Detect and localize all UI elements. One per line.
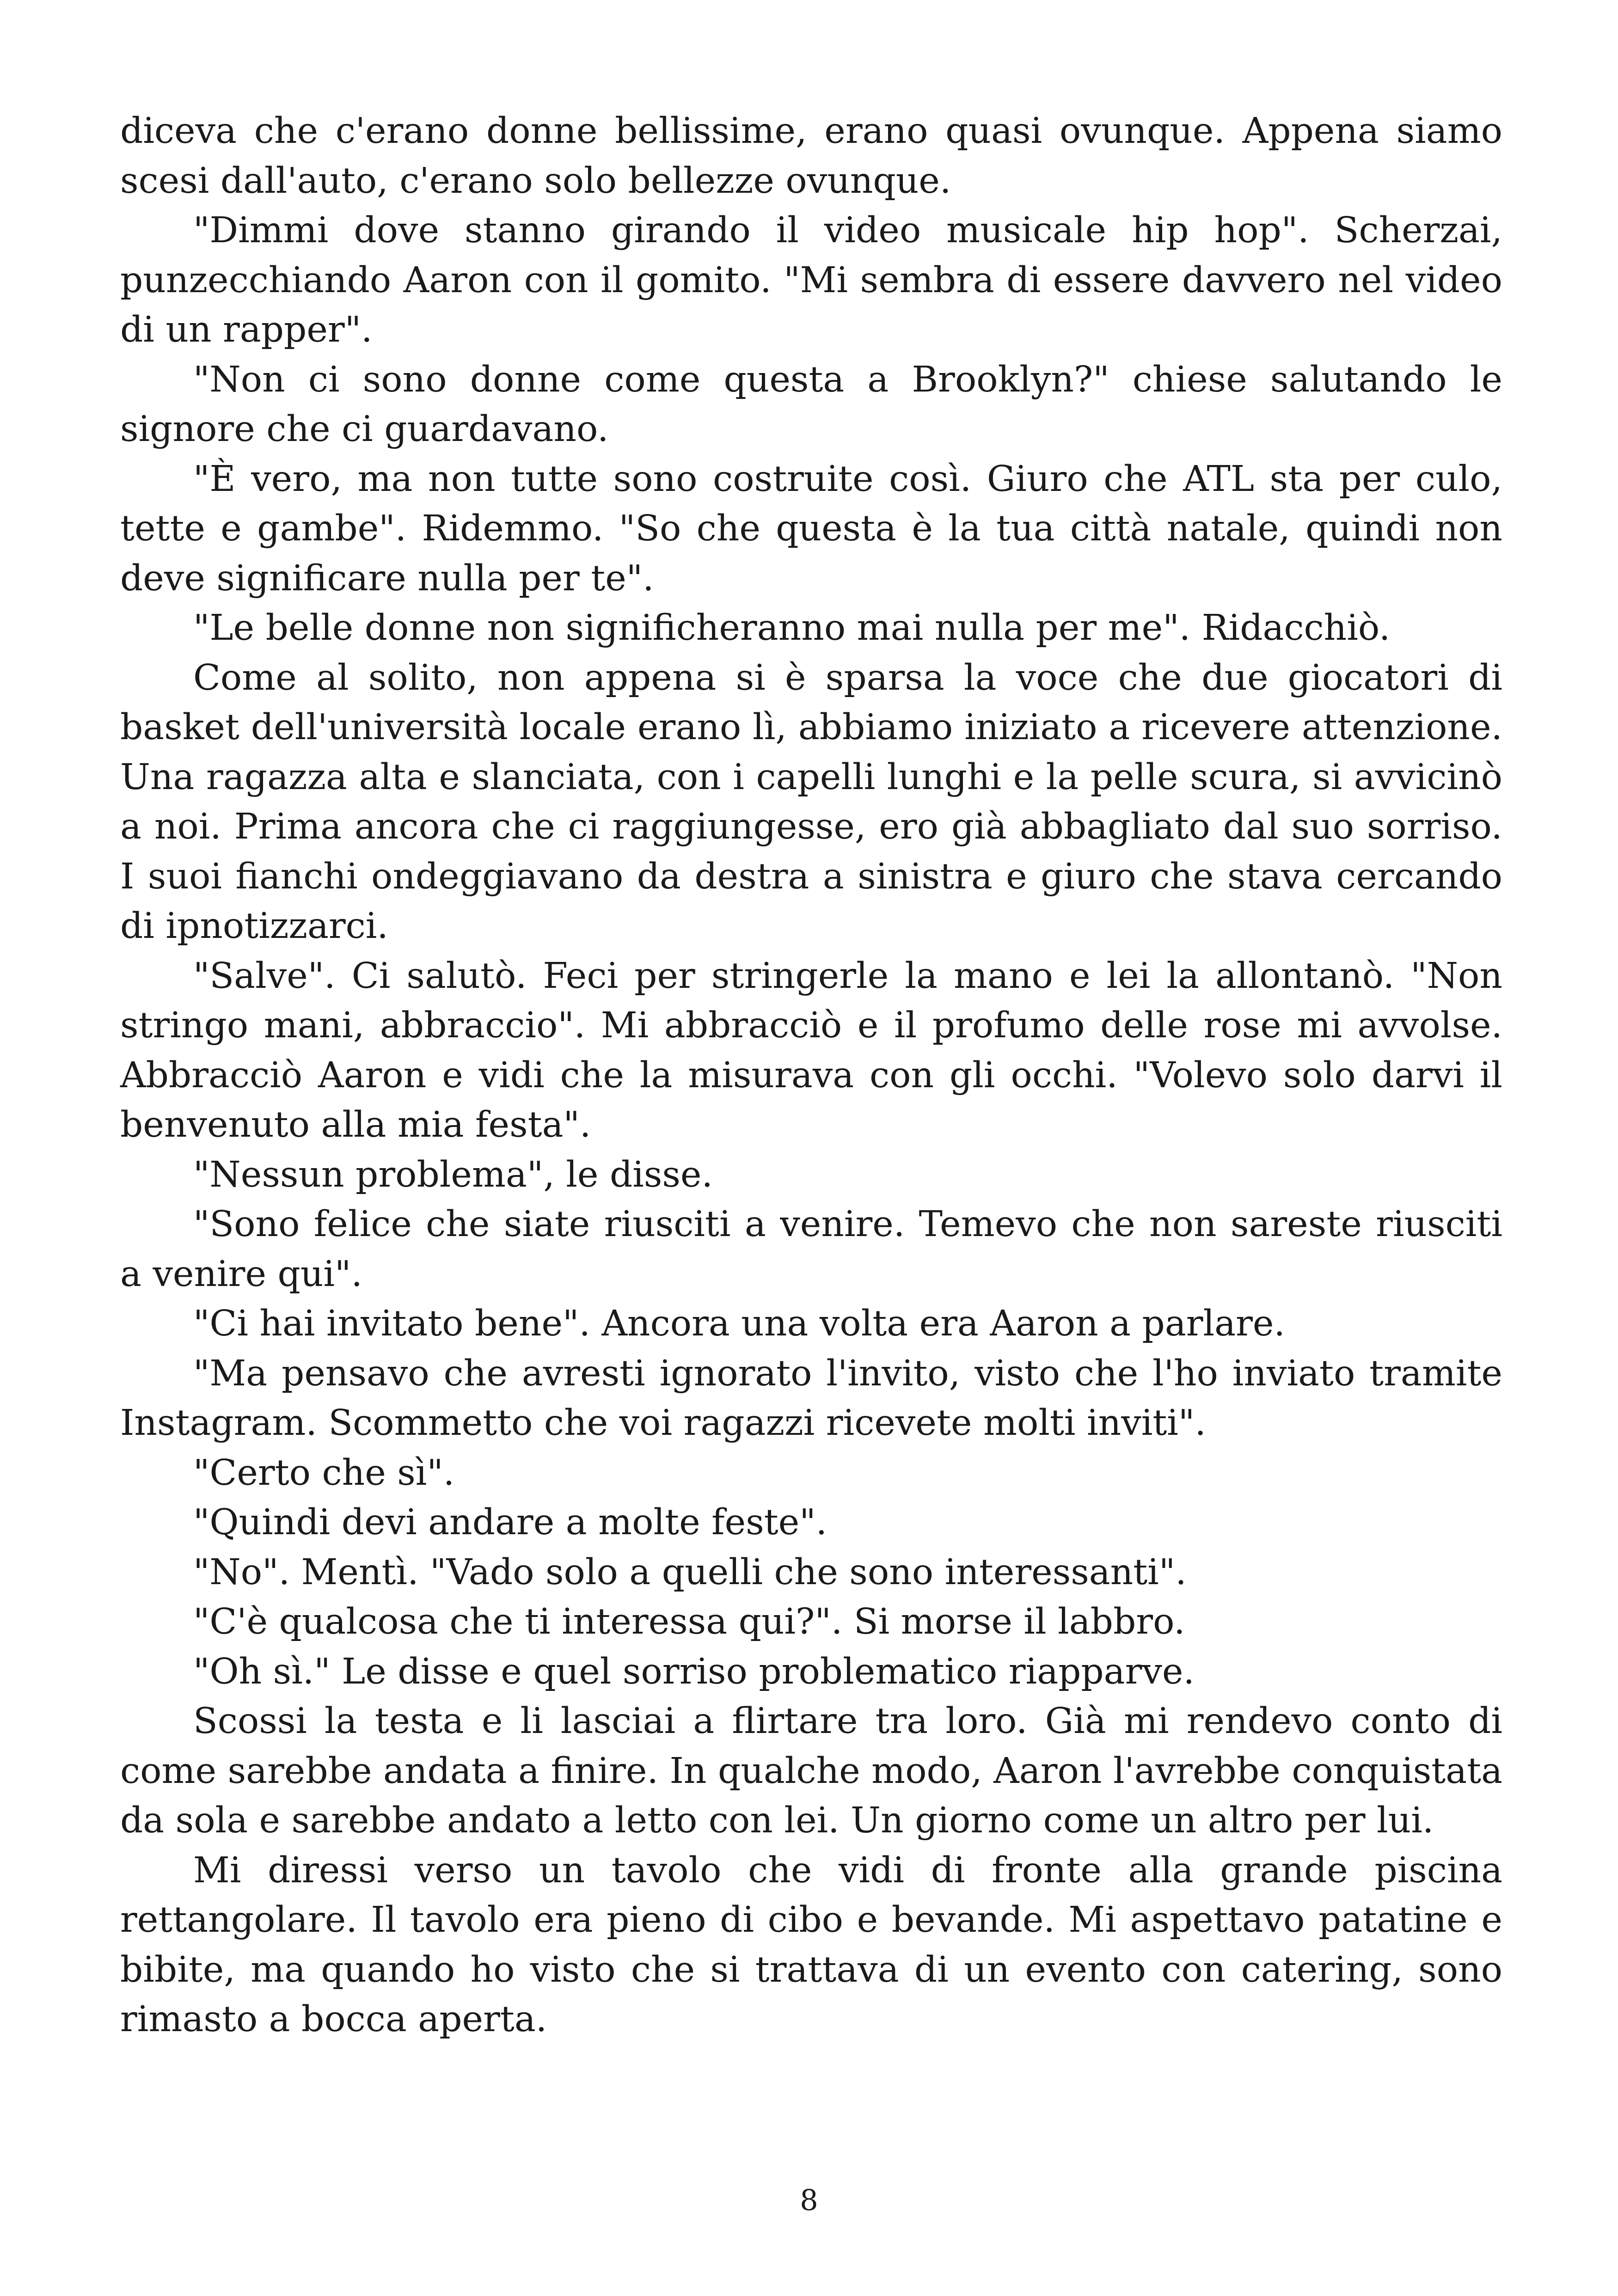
page-number: 8	[800, 2183, 818, 2217]
paragraph: "È vero, ma non tutte sono costruite così. Giuro che ATL sta per culo, tette e gambe". Ridemmo. "So che questa è la tua città natale, quindi non deve significare nulla per te".	[120, 458, 1502, 599]
paragraph: "C'è qualcosa che ti interessa qui?". Si morse il labbro.	[193, 1601, 1185, 1642]
paragraph: "Non ci sono donne come questa a Brooklyn?" chiese salutando le signore che ci guardavano.	[120, 359, 1502, 450]
paragraph: Mi diressi verso un tavolo che vidi di fronte alla grande piscina rettangolare. Il tavolo era pieno di cibo e bevande. Mi aspettavo patatine e bibite, ma quando ho visto che si trattava di un evento con catering, sono rimasto a bocca aperta.	[120, 1849, 1502, 2040]
paragraph: "Le belle donne non significheranno mai nulla per me". Ridacchiò.	[193, 607, 1391, 649]
paragraph: "Nessun problema", le disse.	[193, 1154, 713, 1195]
paragraph-continuation: diceva che c'erano donne bellissime, erano quasi ovunque. Appena siamo scesi dall'auto, c'erano solo bellezze ovunque.	[120, 110, 1502, 202]
paragraph: Scossi la testa e li lasciai a flirtare tra loro. Già mi rendevo conto di come sarebbe andata a finire. In qualche modo, Aaron l'avrebbe conquistata da sola e sarebbe andato a letto con lei. Un giorno come un altro per lui.	[120, 1701, 1502, 1841]
paragraph: "Quindi devi andare a molte feste".	[193, 1502, 827, 1543]
paragraph: "Dimmi dove stanno girando il video musicale hip hop". Scherzai, punzecchiando Aaron con il gomito. "Mi sembra di essere davvero nel video di un rapper".	[120, 210, 1502, 350]
paragraph: "Salve". Ci salutò. Feci per stringerle la mano e lei la allontanò. "Non stringo mani, abbraccio". Mi abbracciò e il profumo delle rose mi avvolse. Abbracciò Aaron e vidi che la misurava con gli occhi. "Volevo solo darvi il benvenuto alla mia festa".	[120, 955, 1502, 1145]
paragraph: "Ci hai invitato bene". Ancora una volta era Aaron a parlare.	[193, 1303, 1285, 1344]
paragraph: "Sono felice che siate riusciti a venire. Temevo che non sareste riusciti a venire qui".	[120, 1204, 1502, 1295]
paragraph: "Ma pensavo che avresti ignorato l'invito, visto che l'ho inviato tramite Instagram. Scommetto che voi ragazzi ricevete molti inviti".	[120, 1353, 1502, 1444]
paragraph: "Oh sì." Le disse e quel sorriso problematico riapparve.	[193, 1651, 1195, 1692]
body-text	[120, 106, 1502, 2045]
paragraph: "No". Mentì. "Vado solo a quelli che sono interessanti".	[193, 1551, 1187, 1593]
paragraph: "Certo che sì".	[193, 1452, 455, 1494]
paragraph: Come al solito, non appena si è sparsa la voce che due giocatori di basket dell'università locale erano lì, abbiamo iniziato a ricevere attenzione. Una ragazza alta e slanciata, con i capelli lunghi e la pelle scura, si avvicinò a noi. Prima ancora che ci raggiungesse, ero già abbagliato dal suo sorriso. I suoi fianchi ondeggiavano da destra a sinistra e giuro che stava cercando di ipnotizzarci.	[120, 657, 1502, 947]
